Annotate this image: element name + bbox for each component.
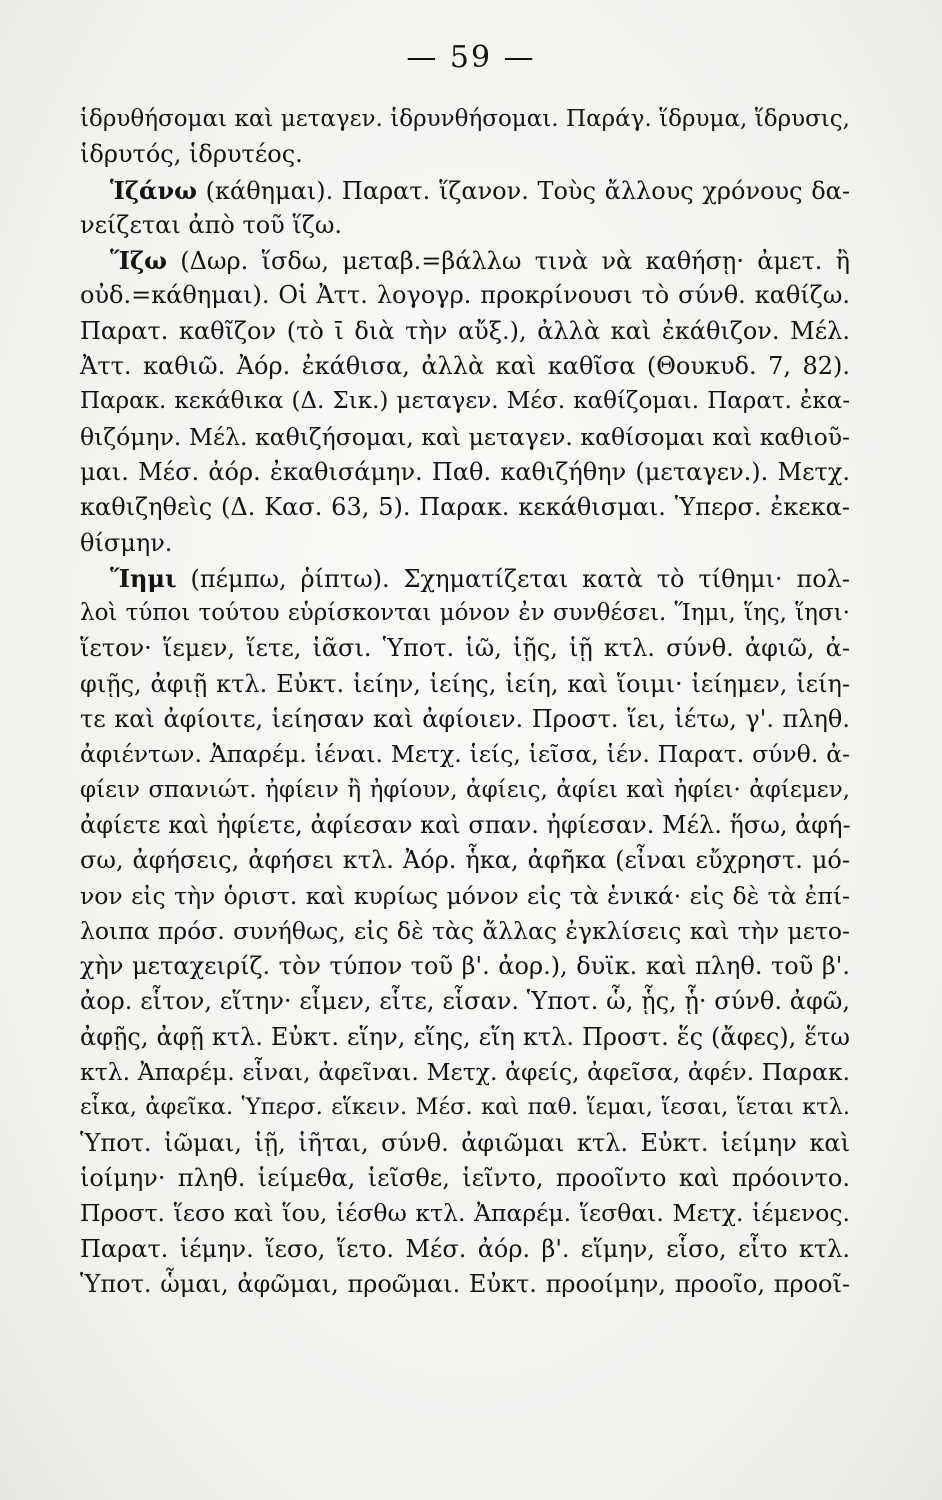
- text-segment: τε καὶ ἀφίοιτε, ἱείησαν καὶ ἀφίοιεν. Προστ. ἵει, ἱέτω, γ'. πληθ.: [80, 705, 850, 734]
- text-segment: ἀφῇς, ἀφῇ κτλ. Εὐκτ. εἵην, εἵης, εἵη κτλ. Προστ. ἕς (ἄφες), ἕτω: [80, 1022, 850, 1051]
- text-line: [80, 843, 850, 878]
- text-segment: Παρατ. καθῖζον (τὸ ῑ διὰ τὴν αὔξ.), ἀλλὰ καὶ ἐκάθιζον. Μέλ.: [80, 316, 850, 345]
- text-segment: εἷκα, ἀφεῖκα. Ὑπερσ. εἵκειν. Μέσ. καὶ παθ. ἵεμαι, ἵεσαι, ἵεται κτλ.: [80, 1094, 850, 1121]
- text-segment: Παρακ. κεκάθικα (Δ. Σικ.) μεταγεν. Μέσ. καθίζομαι. Παρατ. ἐκα-: [80, 388, 850, 415]
- text-segment: (Δωρ. ἵσδω, μεταβ.=βάλλω τινὰ νὰ καθήσῃ· ἀμετ. ἢ: [167, 247, 850, 276]
- text-segment: μαι. Μέσ. ἀόρ. ἐκαθισάμην. Παθ. καθιζήθην (μεταγεν.). Μετχ.: [80, 457, 850, 486]
- text-line: [80, 278, 850, 313]
- text-segment: ἀορ. εἷτον, εἵτην· εἷμεν, εἷτε, εἷσαν. Ὑποτ. ὧ, ᾗς, ᾗ· σύνθ. ἀφῶ,: [80, 987, 850, 1016]
- text-line: [80, 173, 850, 208]
- text-segment: Ὑποτ. ἱῶμαι, ἱῇ, ἱῆται, σύνθ. ἀφιῶμαι κτλ. Εὐκτ. ἱείμην καὶ: [80, 1128, 850, 1157]
- text-line: [80, 1055, 850, 1090]
- text-segment: (κάθημαι). Παρατ. ἵζανον. Τοὺς ἄλλους χρόνους δα-: [197, 176, 850, 205]
- text-line: [80, 526, 850, 561]
- text-line: [80, 1196, 850, 1231]
- text-segment: ἱδρυτός, ἱδρυτέος.: [80, 140, 303, 169]
- dictionary-text: [80, 102, 850, 1302]
- text-line: [80, 808, 850, 843]
- headword: Ἵζω: [110, 246, 168, 276]
- text-segment: ἱδρυθήσομαι καὶ μεταγεν. ἱδρυνθήσομαι. Παράγ. ἵδρυμα, ἵδρυσις,: [80, 106, 850, 132]
- headword: Ἱζάνω: [110, 175, 197, 205]
- text-line: [80, 1090, 850, 1125]
- headword: Ἵημι: [110, 563, 177, 593]
- text-segment: σω, ἀφήσεις, ἀφήσει κτλ. Ἀόρ. ἧκα, ἀφῆκα (εἶναι εὔχρηστ. μό-: [80, 846, 850, 875]
- text-line: [80, 773, 850, 808]
- text-segment: ἀφίετε καὶ ἠφίετε, ἀφίεσαν καὶ σπαν. ἠφίεσαν. Μέλ. ἥσω, ἀφή-: [80, 810, 851, 839]
- text-line: [80, 384, 850, 419]
- text-line: [80, 420, 850, 455]
- text-line: [80, 737, 850, 772]
- text-line: [80, 349, 850, 384]
- text-segment: ἱοίμην· πληθ. ἱείμεθα, ἱεῖσθε, ἱεῖντο, προοῖντο καὶ πρόοιντο.: [80, 1163, 850, 1192]
- text-segment: θιζόμην. Μέλ. καθιζήσομαι, καὶ μεταγεν. καθίσομαι καὶ καθιοῦ-: [80, 422, 850, 451]
- text-segment: χὴν μεταχειρίζ. τὸν τύπον τοῦ β'. ἀορ.), δυϊκ. καὶ πληθ. τοῦ β'.: [80, 952, 850, 981]
- text-line: [80, 1161, 850, 1196]
- text-line: [80, 455, 850, 490]
- text-line: [80, 1126, 850, 1161]
- text-line: [80, 208, 850, 243]
- text-line: [80, 596, 850, 631]
- text-line: [80, 914, 850, 949]
- text-line: [80, 667, 850, 702]
- text-segment: λοιπα πρόσ. συνήθως, εἰς δὲ τὰς ἄλλας ἐγκλίσεις καὶ τὴν μετο-: [80, 916, 850, 945]
- text-segment: φίειν σπανιώτ. ἠφίειν ἢ ἠφίουν, ἀφίεις, ἀφίει καὶ ἠφίει· ἀφίεμεν,: [80, 776, 850, 803]
- text-line: [80, 137, 850, 172]
- text-line: [80, 1232, 850, 1267]
- text-line: [80, 561, 850, 596]
- text-line: [80, 984, 850, 1019]
- text-line: [80, 879, 850, 914]
- text-line: [80, 702, 850, 737]
- text-segment: Παρατ. ἱέμην. ἵεσο, ἵετο. Μέσ. ἀόρ. β'. εἵμην, εἷσο, εἷτο κτλ.: [80, 1234, 850, 1263]
- text-line: [80, 314, 850, 349]
- text-line: [80, 102, 850, 137]
- text-line: [80, 631, 850, 666]
- text-segment: νείζεται ἀπὸ τοῦ ἵζω.: [80, 210, 343, 239]
- text-segment: (πέμπω, ῥίπτω). Σχηματίζεται κατὰ τὸ τίθημι· πολ-: [176, 564, 850, 593]
- text-segment: θίσμην.: [80, 528, 173, 557]
- text-line: [80, 949, 850, 984]
- text-line: [80, 1020, 850, 1055]
- text-segment: Προστ. ἵεσο καὶ ἵου, ἱέσθω κτλ. Ἀπαρέμ. ἵεσθαι. Μετχ. ἱέμενος.: [80, 1199, 850, 1228]
- text-segment: λοὶ τύποι τούτου εὑρίσκονται μόνον ἐν συνθέσει. Ἵημι, ἵης, ἵησι·: [80, 600, 850, 627]
- page-number: — 59 —: [406, 40, 536, 75]
- text-segment: Ὑποτ. ὧμαι, ἀφῶμαι, προῶμαι. Εὐκτ. προοίμην, προοῖο, προοῖ-: [80, 1269, 850, 1298]
- text-segment: ἀφιέντων. Ἀπαρέμ. ἱέναι. Μετχ. ἱείς, ἱεῖσα, ἱέν. Παρατ. σύνθ. ἀ-: [80, 740, 850, 769]
- text-segment: κτλ. Ἀπαρέμ. εἷναι, ἀφεῖναι. Μετχ. ἀφείς, ἀφεῖσα, ἀφέν. Παρακ.: [80, 1058, 850, 1087]
- text-line: [80, 490, 850, 525]
- text-segment: ἵετον· ἵεμεν, ἵετε, ἱᾶσι. Ὑποτ. ἱῶ, ἱῇς, ἱῇ κτλ. σύνθ. ἀφιῶ, ἀ-: [80, 634, 850, 663]
- text-segment: Ἀττ. καθιῶ. Ἀόρ. ἐκάθισα, ἀλλὰ καὶ καθῖσα (Θουκυδ. 7, 82).: [80, 352, 850, 381]
- text-line: [80, 243, 850, 278]
- text-segment: φιῇς, ἀφιῇ κτλ. Εὐκτ. ἱείην, ἱείης, ἱείη, καὶ ἵοιμι· ἱείημεν, ἱείη-: [80, 669, 850, 698]
- text-segment: οὐδ.=κάθημαι). Οἱ Ἀττ. λογογρ. προκρίνουσι τὸ σύνθ. καθίζω.: [80, 281, 850, 310]
- text-segment: καθιζηθεὶς (Δ. Κασ. 63, 5). Παρακ. κεκάθισμαι. Ὑπερσ. ἐκεκα-: [80, 493, 850, 522]
- text-segment: νον εἰς τὴν ὁριστ. καὶ κυρίως μόνον εἰς τὰ ἑνικά· εἰς δὲ τὰ ἐπί-: [80, 881, 850, 910]
- text-line: [80, 1267, 850, 1302]
